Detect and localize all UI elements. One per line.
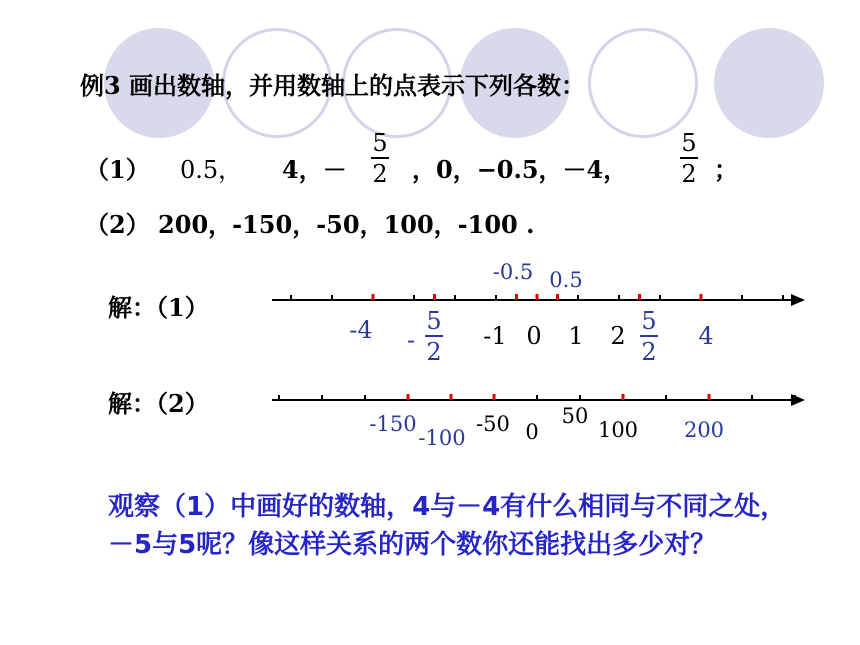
axis2-label-neg150: -150 <box>369 412 417 436</box>
axis1-label-neg1: -1 <box>483 322 507 350</box>
fraction-bar <box>425 335 443 337</box>
fraction-numerator: 5 <box>372 129 388 157</box>
line1-end: ； <box>714 155 738 184</box>
number-line-2 <box>272 394 805 406</box>
axis2-arrow <box>791 394 805 406</box>
axis1-label-four: 4 <box>698 322 714 350</box>
axis2-label-fifty: 50 <box>561 404 589 428</box>
line1-a: 0.5， <box>180 156 243 184</box>
solution-1-label: 解：（1） <box>108 293 209 322</box>
axis2-label-neg50: -50 <box>476 412 510 436</box>
axis2-label-neg100: -100 <box>418 426 466 450</box>
example-title: 例3 画出数轴，并用数轴上的点表示下列各数： <box>80 71 586 100</box>
fraction-denominator: 2 <box>372 159 388 188</box>
axis1-label-zero: 0 <box>526 322 542 350</box>
axis1-label-five-halves <box>640 308 658 365</box>
axis1-label-neg-five-halves <box>425 308 443 365</box>
fraction-denominator: 2 <box>641 337 657 366</box>
axis1-label-two: 2 <box>610 322 626 350</box>
line1-c: ，0，−0.5，－4， <box>412 155 628 184</box>
fraction-bar <box>640 335 658 337</box>
axis2-label-zero: 0 <box>525 420 539 444</box>
fraction-numerator: 5 <box>426 307 442 335</box>
axis1-label-one: 1 <box>568 322 584 350</box>
fraction-denominator: 2 <box>681 159 697 188</box>
fraction-numerator: 5 <box>641 307 657 335</box>
axis1-label-half: 0.5 <box>549 268 583 292</box>
solution-2-label: 解：（2） <box>108 389 209 418</box>
number-line-1 <box>272 294 805 306</box>
axis1-label-neg-frac-sign: - <box>406 326 416 354</box>
line1-open: （1） <box>85 155 150 184</box>
fraction-numerator: 5 <box>681 129 697 157</box>
axis1-label-neg4: -4 <box>349 316 373 344</box>
observation-note: 观察（1）中画好的数轴，4与－4有什么相同与不同之处，－5与5呢？像这样关系的两个数你还能找出多少对？ <box>108 492 787 560</box>
axis2-label-hundred: 100 <box>597 418 639 442</box>
fraction-denominator: 2 <box>426 337 442 366</box>
axis1-arrow <box>791 294 805 306</box>
axis2-label-two-hundred: 200 <box>683 418 725 442</box>
line1-b: 4，－ <box>282 155 347 184</box>
line2: （2） 200，-150，-50，100，-100 . <box>85 210 535 239</box>
axis1-label-neg-half: -0.5 <box>492 260 534 284</box>
